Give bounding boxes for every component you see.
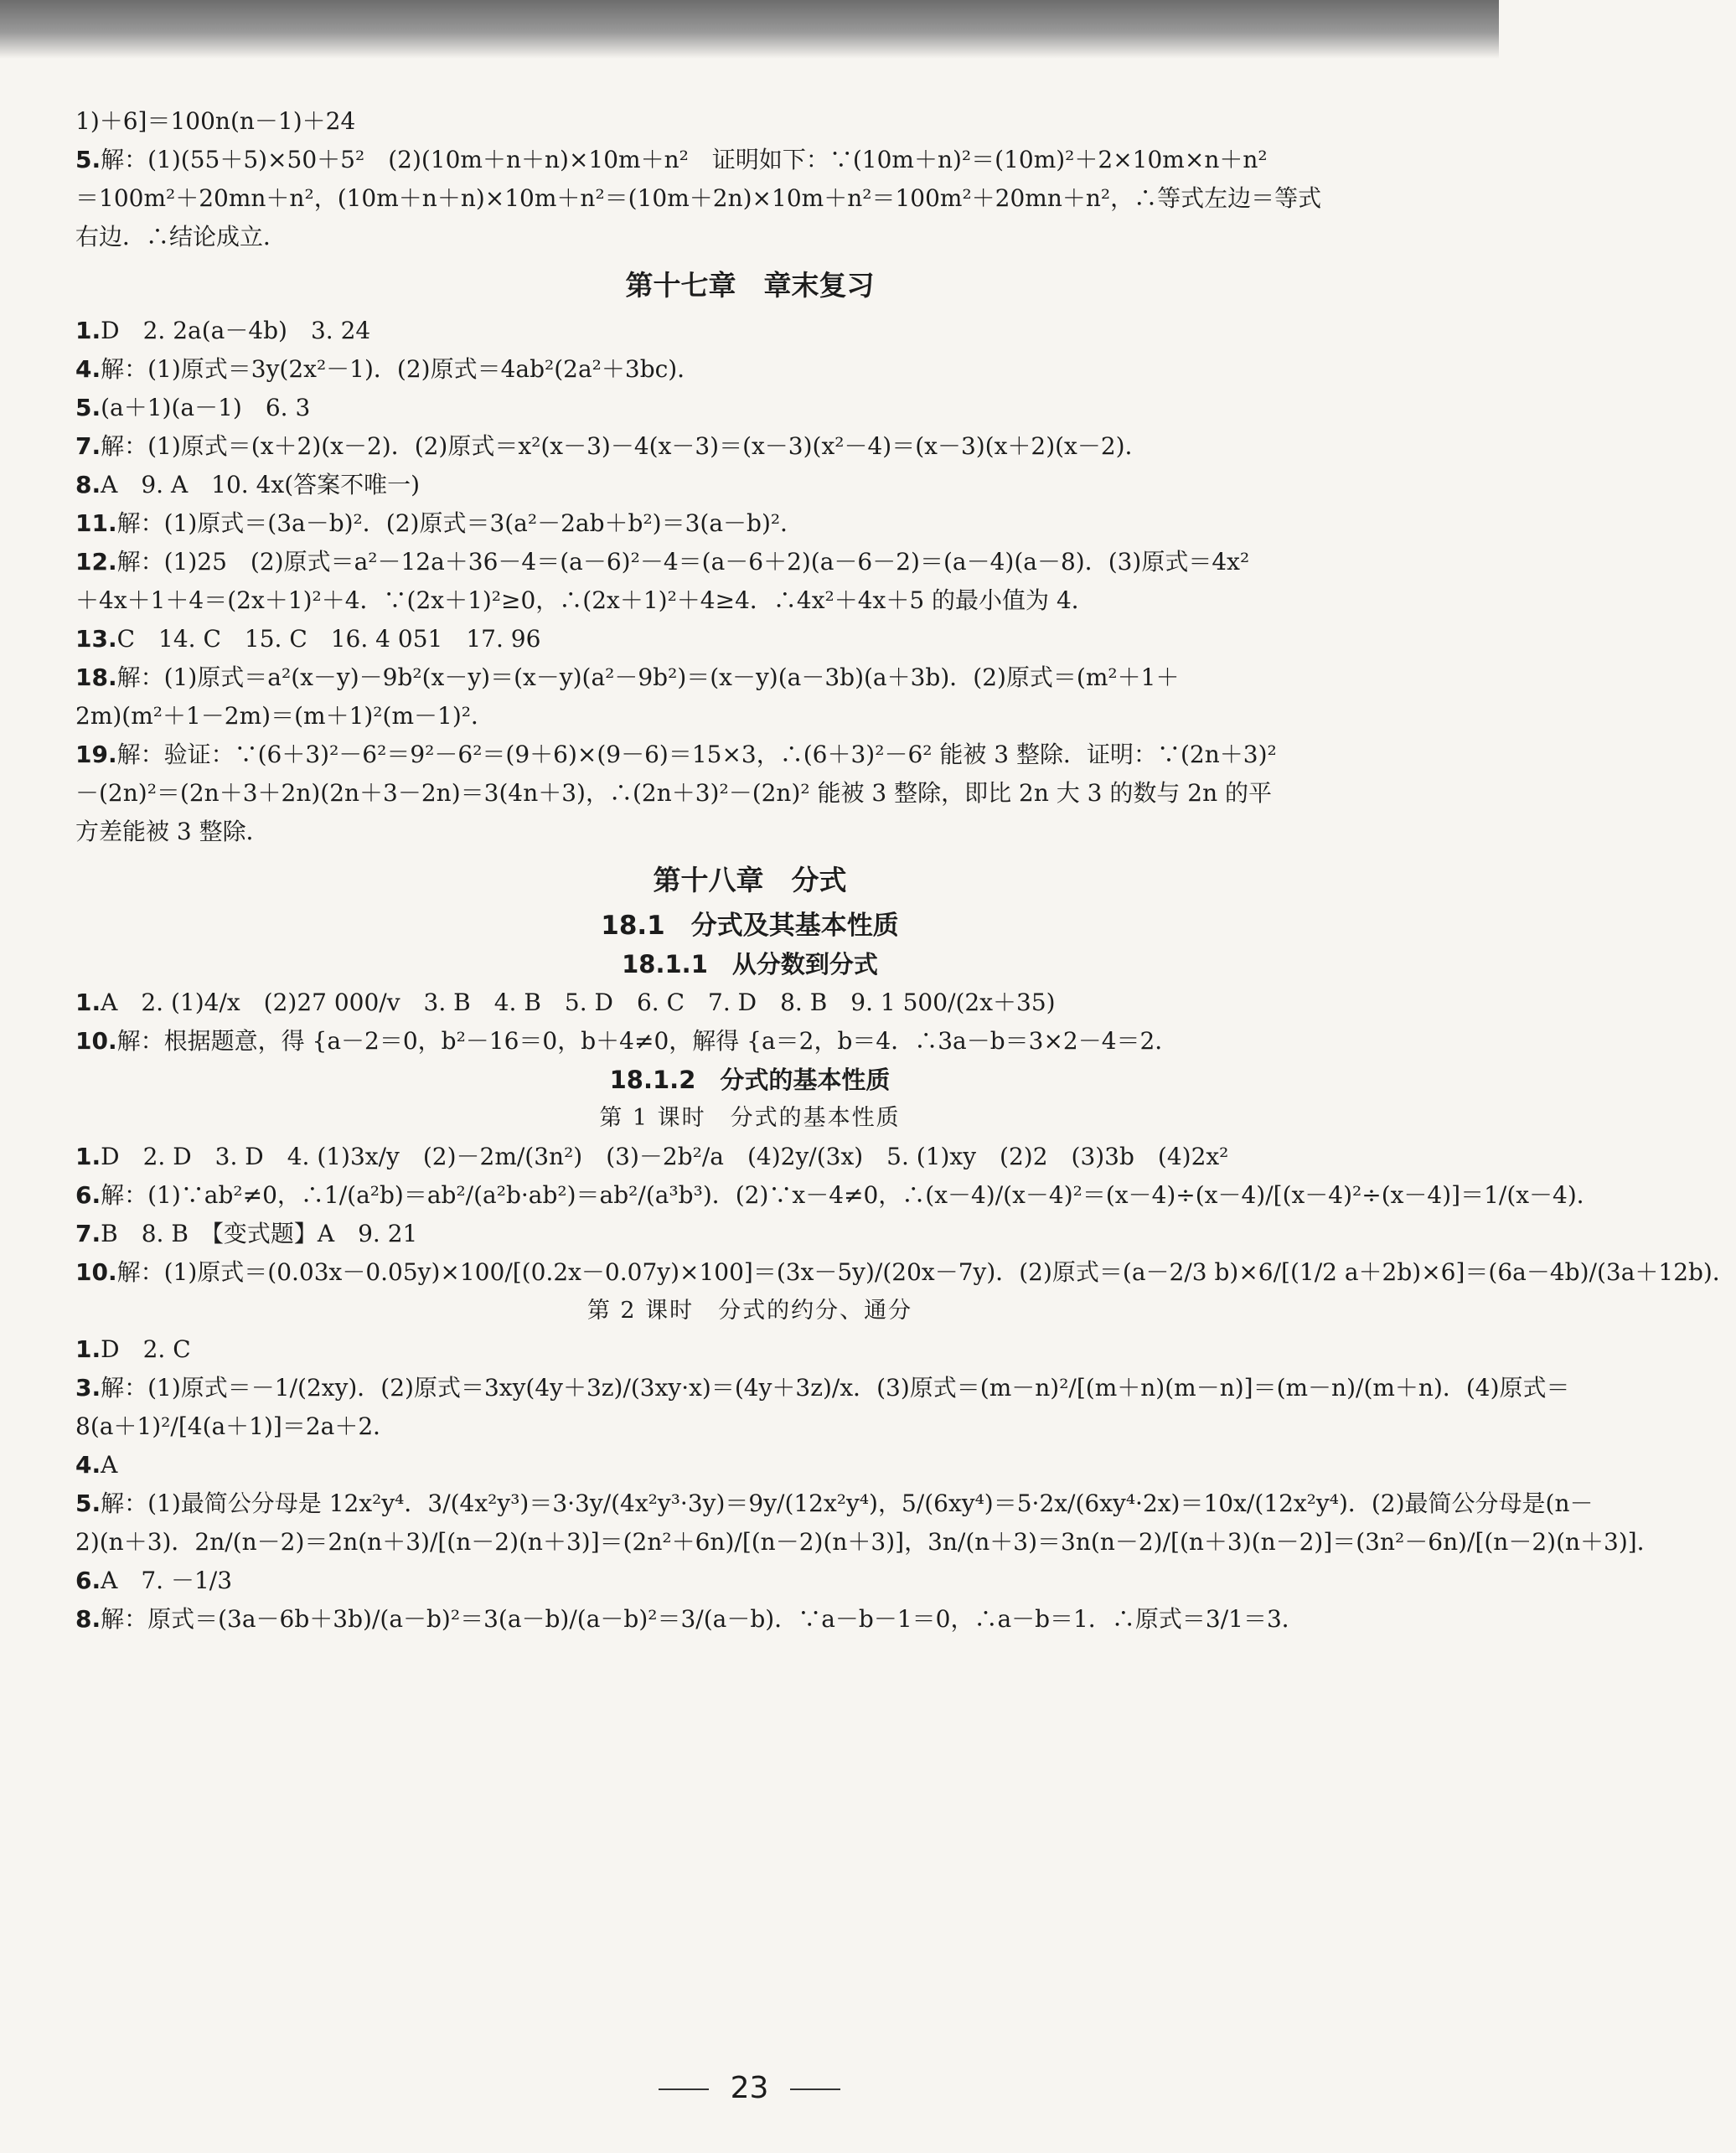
answer-line	[75, 1215, 1424, 1253]
answer-text: 解：(1)原式＝－1/(2xy)．(2)原式＝3xy(4y＋3z)/(3xy·x)＝(4y＋3z)/x．(3)原式＝(m－n)²/[(m＋n)(m－n)]＝(m－n)/(m＋n)．(4)原式＝	[101, 1374, 1570, 1402]
answer-content	[75, 102, 1736, 1639]
answer-line	[75, 1330, 1424, 1369]
answer-line	[75, 620, 1424, 658]
answer-text: －(2n)²＝(2n＋3＋2n)(2n＋3－2n)＝3(4n＋3)，∴(2n＋3)²－(2n)² 能被 3 整除，即比 2n 大 3 的数与 2n 的平	[75, 779, 1273, 807]
answer-text: D 2. 2a(a－4b) 3. 24	[101, 317, 371, 344]
answer-text: 解：(1)(55＋5)×50＋5² (2)(10m＋n＋n)×10m＋n² 证明如下：∵(10m＋n)²＝(10m)²＋2×10m×n＋n²	[101, 146, 1268, 173]
question-number: 1.	[75, 317, 101, 344]
question-number: 10.	[75, 1258, 117, 1286]
question-number: 3.	[75, 1374, 101, 1402]
answer-line	[75, 1523, 1661, 1562]
question-number: 18.	[75, 663, 117, 691]
answer-text: 解：(1)原式＝(3a－b)²．(2)原式＝3(a²－2ab＋b²)＝3(a－b)²．	[116, 509, 804, 537]
question-number: 8.	[75, 1605, 101, 1633]
answer-text: D 2. C	[101, 1335, 191, 1363]
question-number: 4.	[75, 355, 101, 383]
answer-line	[75, 1253, 1736, 1292]
question-number: 13.	[75, 625, 117, 653]
question-number: 6.	[75, 1181, 101, 1209]
page-number: 23	[730, 2071, 769, 2105]
answer-line	[75, 1138, 1424, 1176]
answer-line	[75, 1446, 1424, 1484]
answer-text: 解：根据题意，得 {a－2＝0，b²－16＝0，b＋4≠0，解得 {a＝2，b＝4．∴3a－b＝3×2－4＝2．	[116, 1027, 1179, 1055]
answer-text: D 2. D 3. D 4. (1)3x/y (2)－2m/(3n²) (3)－2b²/a (4)2y/(3x) 5. (1)xy (2)2 (3)3b (4)2x²	[101, 1143, 1229, 1170]
answer-line	[75, 1562, 1424, 1600]
question-number: 1.	[75, 1143, 101, 1170]
answer-line	[75, 102, 1424, 141]
question-number: 1.	[75, 1335, 101, 1363]
answer-text: 方差能被 3 整除．	[75, 818, 270, 845]
answer-text: C 14. C 15. C 16. 4 051 17. 96	[116, 625, 541, 653]
answer-text: 右边．∴结论成立．	[75, 223, 287, 250]
question-number: 6.	[75, 1567, 101, 1594]
question-number: 5.	[75, 1490, 101, 1517]
question-number: 8.	[75, 471, 101, 498]
answer-line	[75, 1407, 1424, 1446]
answer-line	[75, 984, 1424, 1022]
question-number: 4.	[75, 1451, 101, 1479]
question-number: 1.	[75, 989, 101, 1016]
scan-shadow	[0, 0, 1499, 59]
answer-line	[75, 218, 1424, 256]
answer-text: 8(a＋1)²/[4(a＋1)]＝2a＋2．	[75, 1412, 397, 1440]
answer-line	[75, 1022, 1424, 1061]
answer-line	[75, 179, 1424, 218]
answer-line	[75, 141, 1424, 179]
answer-line	[75, 504, 1424, 543]
answer-line	[75, 658, 1424, 697]
answer-text: B 8. B 【变式题】A 9. 21	[101, 1220, 418, 1247]
section-heading: 18.1 分式及其基本性质	[601, 911, 899, 941]
answer-line	[75, 427, 1424, 466]
answer-text: 解：原式＝(3a－6b＋3b)/(a－b)²＝3(a－b)/(a－b)²＝3/(a－b)．∵a－b－1＝0，∴a－b＝1．∴原式＝3/1＝3．	[101, 1605, 1305, 1633]
answer-line	[75, 1176, 1600, 1215]
question-number: 5.	[75, 146, 101, 173]
answer-line	[75, 1484, 1594, 1523]
chapter-heading: 第十七章 章末复习	[625, 269, 875, 302]
answer-text: 解：验证：∵(6＋3)²－6²＝9²－6²＝(9＋6)×(9－6)＝15×3，∴(6＋3)²－6² 能被 3 整除．证明：∵(2n＋3)²	[116, 741, 1277, 768]
answer-line	[75, 774, 1424, 813]
answer-line	[75, 1600, 1424, 1639]
footer-dash-left	[659, 2088, 709, 2090]
question-number: 7.	[75, 1220, 101, 1247]
question-number: 11.	[75, 509, 117, 537]
answer-text: A 9. A 10. 4x(答案不唯一)	[101, 471, 421, 498]
answer-text: 解：(1)∵ab²≠0，∴1/(a²b)＝ab²/(a²b·ab²)＝ab²/(a³b³)．(2)∵x－4≠0，∴(x－4)/(x－4)²＝(x－4)÷(x－4)/[(x－4)²÷(x－4)]＝1/(x－4)．	[101, 1181, 1600, 1209]
answer-line	[75, 350, 1424, 389]
answer-text: 解：(1)原式＝3y(2x²－1)．(2)原式＝4ab²(2a²＋3bc)．	[101, 355, 701, 383]
answer-text: A	[101, 1451, 118, 1479]
answer-line	[75, 312, 1424, 350]
answer-text: 2)(n＋3)．2n/(n－2)＝2n(n＋3)/[(n－2)(n＋3)]＝(2n²＋6n)/[(n－2)(n＋3)]，3n/(n＋3)＝3n(n－2)/[(n＋3)(n－2)]＝(3n²－6n)/[(n－2)(n＋3)]．	[75, 1528, 1661, 1556]
page-footer	[0, 2071, 1499, 2105]
question-number: 7.	[75, 432, 101, 460]
answer-text: ＋4x＋1＋4＝(2x＋1)²＋4．∵(2x＋1)²≥0，∴(2x＋1)²＋4≥4．∴4x²＋4x＋5 的最小值为 4．	[75, 586, 1095, 614]
answer-text: A 2. (1)4/x (2)27 000/v 3. B 4. B 5. D 6. C 7. D 8. B 9. 1 500/(2x＋35)	[101, 989, 1056, 1016]
question-number: 5.	[75, 394, 101, 421]
answer-text: ＝100m²＋20mn＋n²，(10m＋n＋n)×10m＋n²＝(10m＋2n)×10m＋n²＝100m²＋20mn＋n²，∴等式左边＝等式	[75, 184, 1322, 212]
section-heading: 18.1.2 分式的基本性质	[609, 1066, 891, 1094]
answer-text: 2m)(m²＋1－2m)＝(m＋1)²(m－1)²．	[75, 702, 494, 730]
question-number: 19.	[75, 741, 117, 768]
lesson-heading: 第 1 课时 分式的基本性质	[599, 1105, 901, 1131]
answer-line	[75, 466, 1424, 504]
question-number: 12.	[75, 548, 117, 576]
answer-line	[75, 543, 1424, 581]
answer-line	[75, 813, 1424, 851]
answer-line	[75, 697, 1424, 736]
answer-text: A 7. －1/3	[101, 1567, 233, 1594]
answer-text: 解：(1)原式＝a²(x－y)－9b²(x－y)＝(x－y)(a²－9b²)＝(x－y)(a－3b)(a＋3b)．(2)原式＝(m²＋1＋	[116, 663, 1180, 691]
answer-text: 解：(1)25 (2)原式＝a²－12a＋36－4＝(a－6)²－4＝(a－6＋2)(a－6－2)＝(a－4)(a－8)．(3)原式＝4x²	[116, 548, 1250, 576]
chapter-heading: 第十八章 分式	[653, 864, 847, 896]
answer-line	[75, 581, 1424, 620]
answer-line	[75, 1369, 1570, 1407]
answer-text: 1)＋6]＝100n(n－1)＋24	[75, 107, 356, 135]
footer-dash-right	[790, 2088, 840, 2090]
answer-text: 解：(1)原式＝(0.03x－0.05y)×100/[(0.2x－0.07y)×100]＝(3x－5y)/(20x－7y)．(2)原式＝(a－2/3 b)×6/[(1/2 a＋2b)×6]＝(6a－4b)/(3a＋12b)．	[116, 1258, 1736, 1286]
lesson-heading: 第 2 课时 分式的约分、通分	[586, 1298, 913, 1324]
answer-text: (a＋1)(a－1) 6. 3	[101, 394, 311, 421]
answer-text: 解：(1)原式＝(x＋2)(x－2)．(2)原式＝x²(x－3)－4(x－3)＝(x－3)(x²－4)＝(x－3)(x＋2)(x－2)．	[101, 432, 1149, 460]
answer-text: 解：(1)最简公分母是 12x²y⁴．3/(4x²y³)＝3·3y/(4x²y³·3y)＝9y/(12x²y⁴)，5/(6xy⁴)＝5·2x/(6xy⁴·2x)＝10x/(12x²y⁴)．(2)最简公分母是(n－	[101, 1490, 1594, 1517]
answer-line	[75, 736, 1424, 774]
answer-line	[75, 389, 1424, 427]
section-heading: 18.1.1 从分数到分式	[622, 950, 878, 978]
question-number: 10.	[75, 1027, 117, 1055]
